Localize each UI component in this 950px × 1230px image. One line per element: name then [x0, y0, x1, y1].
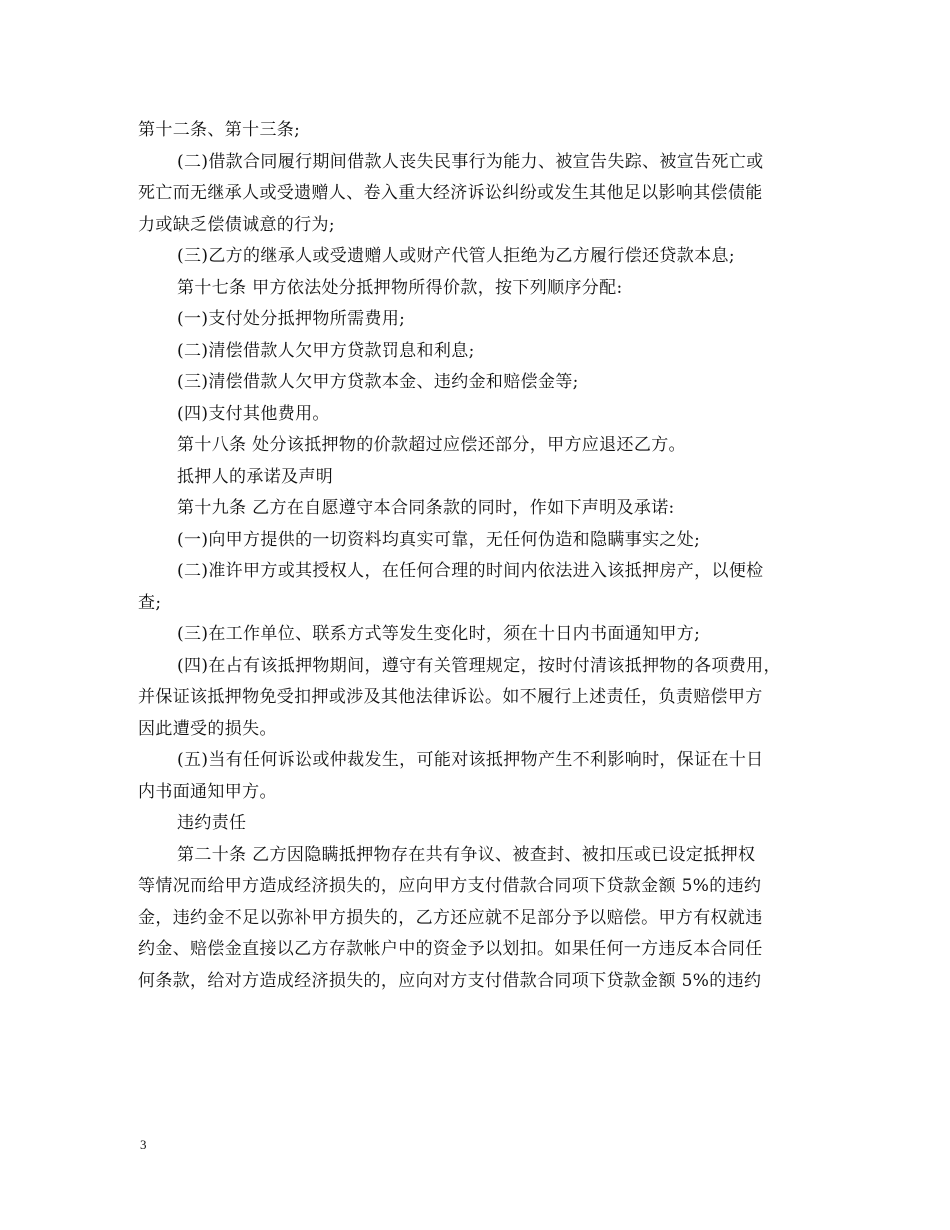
page-number: 3	[140, 1137, 147, 1152]
text-line: (二)准许甲方或其授权人，在任何合理的时间内依法进入该抵押房产，以便检	[177, 561, 764, 581]
text-line: 等情况而给甲方造成经济损失的，应向甲方支付借款合同项下贷款金额 5%的违约	[138, 876, 762, 896]
text-line: (三)清偿借款人欠甲方贷款本金、违约金和赔偿金等;	[177, 372, 579, 392]
text-line: 金，违约金不足以弥补甲方损失的，乙方还应就不足部分予以赔偿。甲方有权就违	[138, 907, 763, 928]
text-line: 第二十条 乙方因隐瞒抵押物存在共有争议、被查封、被扣压或已设定抵押权	[177, 844, 756, 865]
text-line: 第十九条 乙方在自愿遵守本合同条款的同时，作如下声明及承诺:	[177, 498, 675, 518]
text-line: 死亡而无继承人或受遗赠人、卷入重大经济诉讼纠纷或发生其他足以影响其偿债能	[138, 183, 763, 203]
text-line: (一)支付处分抵押物所需费用;	[177, 309, 406, 329]
text-line: (一)向甲方提供的一切资料均真实可靠，无任何伪造和隐瞒事实之处;	[177, 529, 701, 550]
text-line: 违约责任	[177, 813, 247, 833]
text-line: (三)乙方的继承人或受遗赠人或财产代管人拒绝为乙方履行偿还贷款本息;	[177, 246, 735, 266]
text-line: (四)在占有该抵押物期间，遵守有关管理规定，按时付清该抵押物的各项费用，	[177, 655, 781, 676]
text-line: (二)清偿借款人欠甲方贷款罚息和利息;	[177, 340, 475, 361]
text-line: 并保证该抵押物免受扣押或涉及其他法律诉讼。如不履行上述责任，负责赔偿甲方	[138, 687, 763, 707]
text-line: 抵押人的承诺及声明	[177, 466, 334, 487]
text-line: 内书面通知甲方。	[138, 781, 277, 802]
text-line: 约金、赔偿金直接以乙方存款帐户中的资金予以划扣。如果任何一方违反本合同任	[138, 939, 763, 959]
text-line: 第十七条 甲方依法处分抵押物所得价款，按下列顺序分配:	[177, 277, 623, 298]
text-line: 查;	[138, 592, 162, 613]
text-line: 第十二条、第十三条;	[138, 120, 301, 140]
text-line: 何条款，给对方造成经济损失的，应向对方支付借款合同项下贷款金额 5%的违约	[138, 970, 762, 991]
text-line: (三)在工作单位、联系方式等发生变化时，须在十日内书面通知甲方;	[177, 624, 701, 644]
text-line: 第十八条 处分该抵押物的价款超过应偿还部分，甲方应退还乙方。	[177, 435, 686, 455]
text-line: (五)当有任何诉讼或仲裁发生，可能对该抵押物产生不利影响时，保证在十日	[177, 750, 764, 770]
text-line: (四)支付其他费用。	[177, 403, 330, 424]
text-line: 因此遭受的损失。	[138, 718, 277, 739]
text-line: (二)借款合同履行期间借款人丧失民事行为能力、被宣告失踪、被宣告死亡或	[177, 151, 764, 172]
document-body	[138, 115, 828, 997]
text-line: 力或缺乏偿债诚意的行为;	[138, 214, 335, 235]
